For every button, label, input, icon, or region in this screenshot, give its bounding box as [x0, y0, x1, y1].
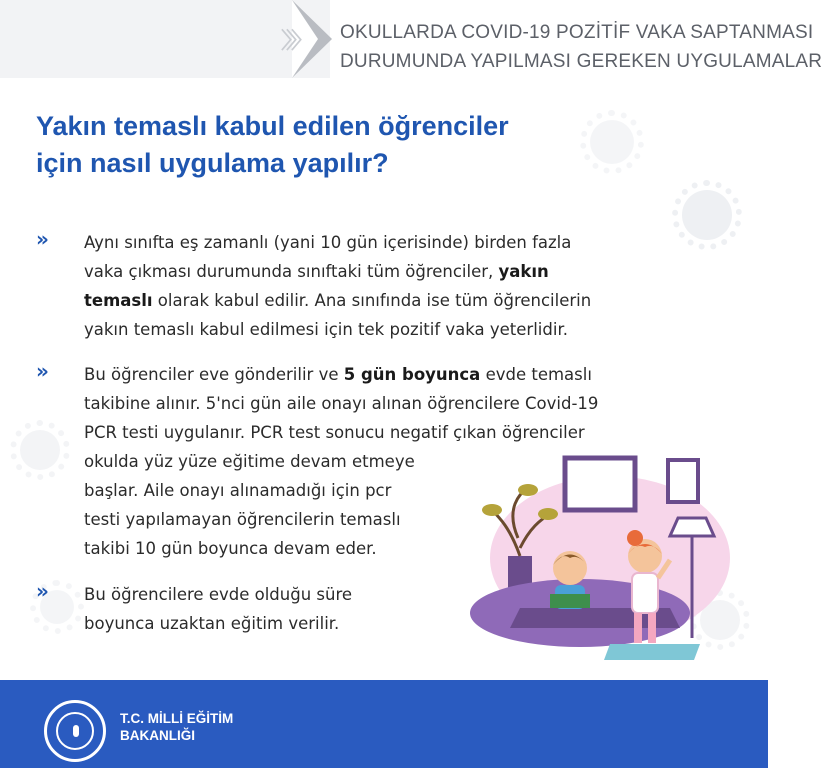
bullet-line: vaka çıkması durumunda sınıftaki tüm öğrenciler, yakın: [84, 262, 549, 281]
bullet-text-3: [84, 580, 352, 638]
page-title: [36, 108, 556, 182]
bold-text: yakın: [498, 262, 549, 281]
bullet-line: Aynı sınıfta eş zamanlı (yani 10 gün içerisinde) birden fazla: [84, 233, 572, 252]
kids-at-home-illustration: [470, 448, 730, 673]
bullet-line: Bu öğrenciler eve gönderilir ve 5 gün boyunca evde temaslı: [84, 365, 592, 384]
bullet-line: başlar. Aile onayı alınamadığı için pcr: [84, 481, 392, 500]
footer-band: [0, 680, 768, 768]
wall-frame-icon: [565, 458, 635, 510]
double-chevron-icon: »: [36, 227, 44, 251]
double-chevron-icon: »: [36, 359, 44, 383]
triple-chevron-icon: 〉〉〉: [281, 29, 308, 54]
virus-background-icon: [682, 190, 732, 240]
book-icon: [550, 594, 590, 608]
bullet-line: temaslı olarak kabul edilir. Ana sınıfında ise tüm öğrencilerin: [84, 291, 592, 310]
bold-text: 5 gün boyunca: [343, 365, 481, 384]
double-chevron-icon: »: [36, 579, 44, 603]
bullet-line: okulda yüz yüze eğitime devam etmeye: [84, 452, 415, 471]
bullet-line: takibine alınır. 5'nci gün aile onayı alınan öğrencilere Covid-19: [84, 394, 599, 413]
lamp-shade-icon: [670, 518, 714, 536]
virus-background-icon: [40, 590, 74, 624]
page-title-line1: Yakın temaslı kabul edilen öğrenciler: [36, 111, 509, 141]
bullet-line: takibi 10 gün boyunca devam eder.: [84, 539, 377, 558]
bold-text: temaslı: [84, 291, 153, 310]
bullet-line: Bu öğrencilere evde olduğu süre: [84, 585, 353, 604]
bullet-line: yakın temaslı kabul edilmesi için tek pozitif vaka yeterlidir.: [84, 320, 568, 339]
header-band: [0, 0, 822, 78]
virus-background-icon: [590, 120, 634, 164]
ministry-emblem-icon: [44, 700, 106, 762]
bullet-text-1: [84, 228, 591, 344]
yoga-mat-icon: [604, 644, 700, 660]
ministry-name-line2: BAKANLIĞI: [120, 728, 195, 743]
ministry-name-line1: T.C. MİLLİ EĞİTİM: [120, 711, 234, 726]
girl-body: [632, 573, 658, 613]
header-title-line1: OKULLARDA COVID-19 POZİTİF VAKA SAPTANMASI: [340, 22, 814, 43]
header-title: [340, 18, 822, 76]
virus-background-icon: [20, 430, 60, 470]
wall-frame-icon: [668, 460, 698, 502]
bullet-line: testi yapılamayan öğrencilerin temaslı: [84, 510, 401, 529]
bullet-line: boyunca uzaktan eğitim verilir.: [84, 614, 340, 633]
ministry-name: [120, 710, 233, 744]
page-title-line2: için nasıl uygulama yapılır?: [36, 148, 389, 178]
header-title-line2: DURUMUNDA YAPILMASI GEREKEN UYGULAMALAR: [340, 51, 822, 72]
bullet-line: PCR testi uygulanır. PCR test sonucu negatif çıkan öğrenciler: [84, 423, 585, 442]
